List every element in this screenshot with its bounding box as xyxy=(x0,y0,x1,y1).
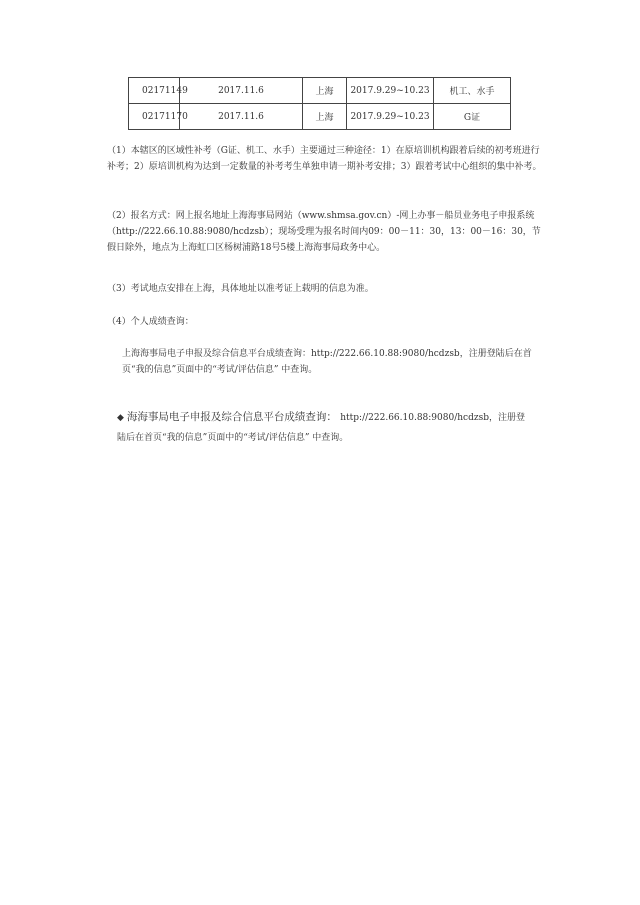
note-heading: 海海事局电子申报及综合信息平台成绩查询： xyxy=(126,411,337,423)
exam-date-cell: 2017.11.6 xyxy=(180,78,303,104)
exam-location-paragraph: （3）考试地点安排在上海，具体地址以准考证上载明的信息为准。 xyxy=(107,284,374,294)
score-inquiry-note xyxy=(117,407,557,448)
table-row xyxy=(129,104,511,130)
exam-type-cell: G证 xyxy=(434,104,511,130)
exam-code-cell: 02171170 xyxy=(129,104,180,130)
registration-period-cell: 2017.9.29~10.23 xyxy=(347,78,434,104)
exam-type-cell: 机工、水手 xyxy=(434,78,511,104)
exam-location-cell: 上海 xyxy=(303,104,347,130)
diamond-bullet-icon: ◆ xyxy=(117,413,124,423)
exam-code-cell: 02171149 xyxy=(129,78,180,104)
registration-method-paragraph: （2）报名方式：网上报名地址上海海事局网站（www.shmsa.gov.cn）-网上办事－船员业务电子申报系统（http://222.66.10.88:9080/hcdzsb）；现场受理为报名时间内09：00－11：30，13：00－16：30，节假日除外，地点为上海虹口区杨树浦路18号5楼上海海事局政务中心。 xyxy=(107,211,541,253)
note-url: http://222.66.10.88:9080/hcdzsb，注册登 xyxy=(340,413,525,423)
makeup-exam-paragraph: （1）本辖区的区域性补考（G证、机工、水手）主要通过三种途径：1）在原培训机构跟着后续的初考班进行补考；2）原培训机构为达到一定数量的补考考生单独申请一期补考安排；3）跟着考试中心组织的集中补考。 xyxy=(107,146,542,172)
table-row xyxy=(129,78,511,104)
score-inquiry-heading: （4）个人成绩查询： xyxy=(107,317,194,327)
note-line-2: 陆后在首页“我的信息”页面中的“考试/评估信息” 中查询。 xyxy=(117,433,349,443)
exam-schedule-table xyxy=(128,77,511,130)
score-inquiry-paragraph: 上海海事局电子申报及综合信息平台成绩查询：http://222.66.10.88:9080/hcdzsb，注册登陆后在首页“我的信息”页面中的“考试/评估信息” 中查询。 xyxy=(122,349,532,375)
exam-date-cell: 2017.11.6 xyxy=(180,104,303,130)
registration-period-cell: 2017.9.29~10.23 xyxy=(347,104,434,130)
exam-location-cell: 上海 xyxy=(303,78,347,104)
